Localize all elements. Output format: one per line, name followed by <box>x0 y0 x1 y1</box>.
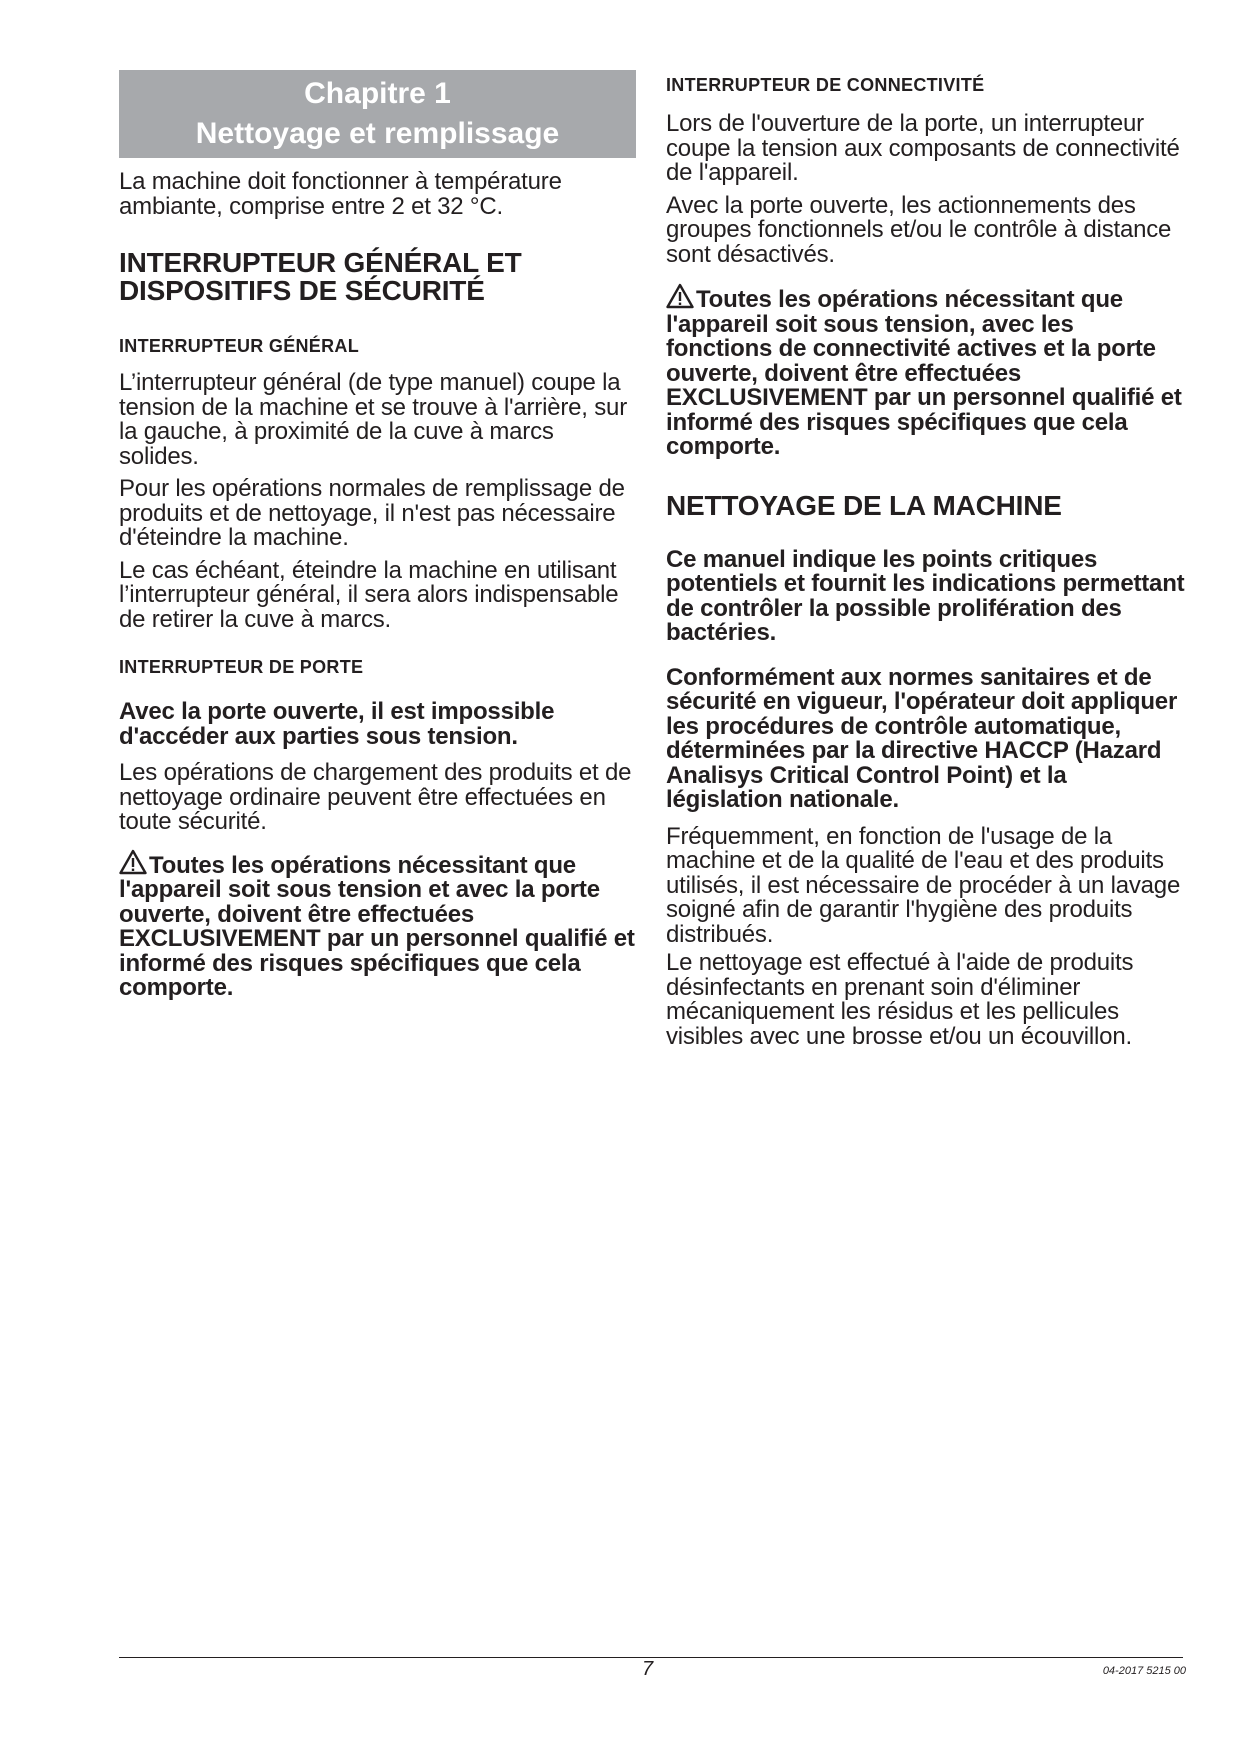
cleaning-paragraph-2: Le nettoyage est effectué à l'aide de produits désinfectants en prenant soin d'éliminer mécaniquement les résidus et les pellicules visibles avec une brosse et/ou un écouvillon. <box>666 949 1134 1050</box>
door-switch-heading: INTERRUPTEUR DE PORTE <box>119 657 364 677</box>
general-switch-paragraph-3: Le cas échéant, éteindre la machine en utilisant l’interrupteur général, il sera alors indispensable de retirer la cuve à marcs. <box>119 556 619 633</box>
section-title-cleaning: NETTOYAGE DE LA MACHINE <box>666 489 1062 521</box>
general-switch-heading: INTERRUPTEUR GÉNÉRAL <box>119 336 360 356</box>
intro-paragraph: La machine doit fonctionner à température ambiante, comprise entre 2 et 32 °C. <box>119 168 562 220</box>
cleaning-paragraph-1: Fréquemment, en fonction de l'usage de la machine et de la qualité de l'eau et des produits utilisés, il est nécessaire de procéder à un lavage soigné afin de garantir l'hygiène des produits distribués. <box>666 822 1181 948</box>
cleaning-bold-paragraph-1: Ce manuel indique les points critiques potentiels et fournit les indications permettant de contrôler la possible prolifération des bactéries. <box>666 545 1185 646</box>
chapter-number: Chapitre 1 <box>304 77 451 110</box>
right-column <box>666 74 1186 1057</box>
cleaning-bold-paragraph-2: Conformément aux normes sanitaires et de sécurité en vigueur, l'opérateur doit appliquer les procédures de contrôle automatique, déterminées par la directive HACCP (Hazard Analisys Critical Control Point) et la législation nationale. <box>666 663 1178 813</box>
connectivity-paragraph-1: Lors de l'ouverture de la porte, un interrupteur coupe la tension aux composants de connectivité de l'appareil. <box>666 110 1180 186</box>
document-reference: 04-2017 5215 00 <box>1102 1665 1186 1677</box>
section-title-safety: INTERRUPTEUR GÉNÉRAL ET DISPOSITIFS DE SÉCURITÉ <box>119 247 522 306</box>
connectivity-switch-heading: INTERRUPTEUR DE CONNECTIVITÉ <box>666 75 985 95</box>
door-switch-bold-statement: Avec la porte ouverte, il est impossible d'accéder aux parties sous tension. <box>119 698 555 750</box>
page-number: 7 <box>642 1658 654 1680</box>
connectivity-warning-text: Toutes les opérations nécessitant que l'appareil soit sous tension, avec les fonctions de connectivité actives et la porte ouverte, doivent être effectuées EXCLUSIVEMENT par un personnel qualifié et informé des risques spécifiques que cela comporte. <box>666 286 1182 460</box>
chapter-header <box>119 70 636 158</box>
door-switch-warning <box>119 849 636 1001</box>
warning-triangle-icon <box>666 283 694 309</box>
general-switch-paragraph-2: Pour les opérations normales de remplissage de produits et de nettoyage, il n'est pas nécessaire d'éteindre la machine. <box>119 475 625 551</box>
connectivity-warning <box>666 283 1186 460</box>
chapter-title: Nettoyage et remplissage <box>195 117 560 150</box>
door-switch-warning-text: Toutes les opérations nécessitant que l'appareil soit sous tension et avec la porte ouverte, doivent être effectuées EXCLUSIVEMENT par un personnel qualifié et informé des risques spécifiques que cela comporte. <box>119 851 635 1001</box>
general-switch-paragraph-1: L’interrupteur général (de type manuel) coupe la tension de la machine et se trouve à l'arrière, sur la gauche, à proximité de la cuve à marcs solides. <box>119 369 627 470</box>
connectivity-paragraph-2: Avec la porte ouverte, les actionnements des groupes fonctionnels et/ou le contrôle à distance sont désactivés. <box>666 191 1172 268</box>
door-switch-paragraph: Les opérations de chargement des produits et de nettoyage ordinaire peuvent être effectuées en toute sécurité. <box>119 759 632 835</box>
left-column <box>119 70 636 1009</box>
warning-triangle-icon <box>119 849 147 875</box>
